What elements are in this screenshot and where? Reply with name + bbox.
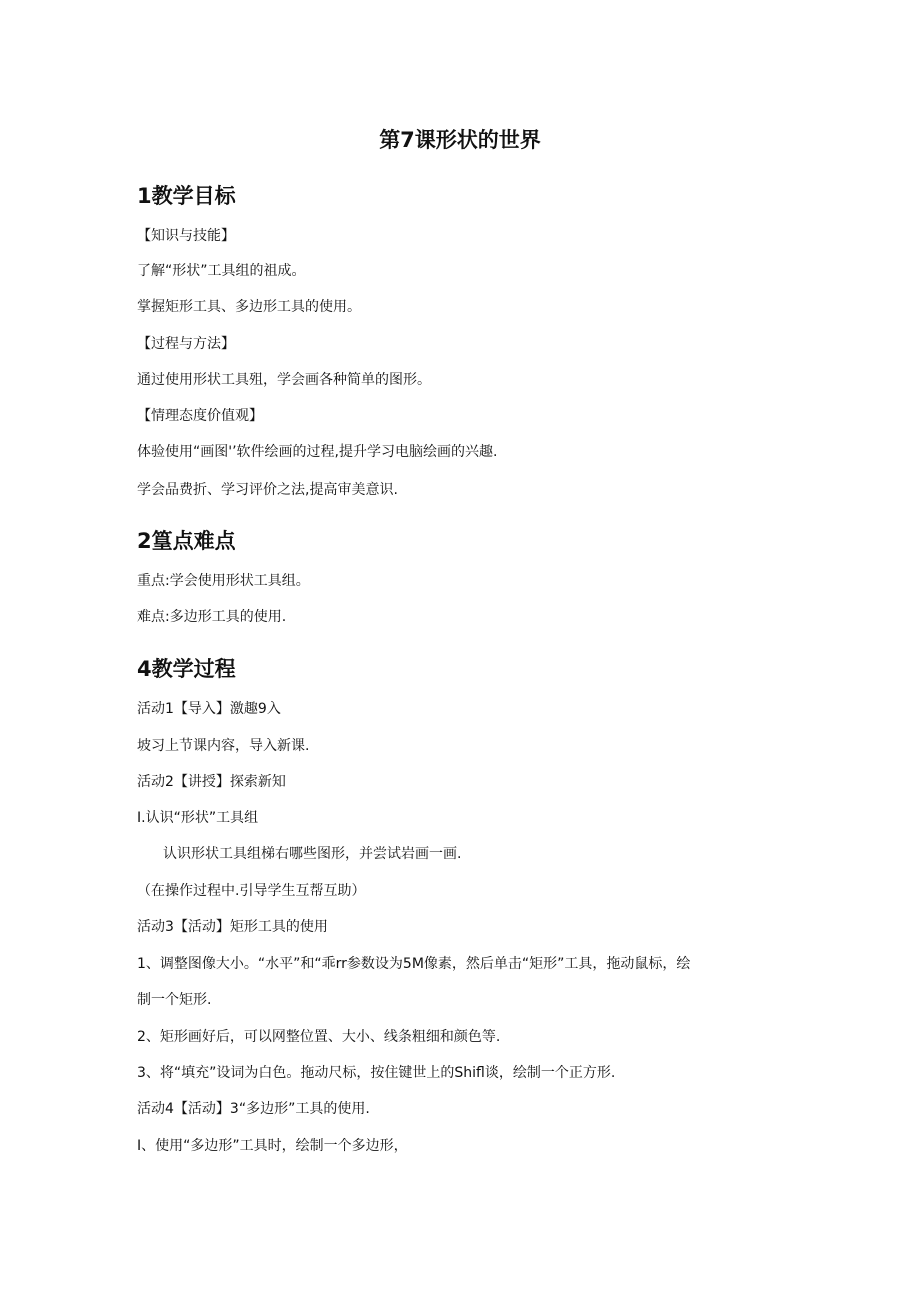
paragraph-line: 认识形状工具组梯右哪些图形，并尝试岩画一画.	[163, 846, 462, 862]
paragraph-line: 掌握矩形工具、多边形工具的使用。	[137, 299, 361, 315]
subheading-process-method: 【过程与方法】	[137, 336, 235, 352]
activity-title: 活动2【讲授】探索新知	[137, 774, 286, 790]
paragraph-line: 了解“形状”工具组的祖成。	[137, 263, 306, 279]
paragraph-line: （在操作过程中.引导学生互帮互助）	[137, 883, 366, 899]
page-title: 第7课形状的世界	[379, 128, 541, 152]
paragraph-line: 3、将“填充”设词为白色。拖动尺标，按住键世上的Shifl谈，绘制一个正方形.	[137, 1065, 616, 1081]
subheading-attitude-values: 【情理态度价值观】	[137, 408, 263, 424]
paragraph-line: 难点:多边形工具的使用.	[137, 609, 287, 625]
paragraph-line: I.认识“形状”工具组	[137, 810, 259, 826]
subheading-knowledge-skills: 【知识与技能】	[137, 228, 235, 244]
section-heading-objectives: 1教学目标	[137, 184, 236, 208]
paragraph-line: 1、调整图像大小。“水平”和“乖rr参数设为5M像素，然后单击“矩形”工具，拖动鼠标，绘	[137, 956, 691, 972]
section-heading-process: 4教学过程	[137, 657, 236, 681]
paragraph-line: 通过使用形状工具殂，学会画各种简单的图形。	[137, 372, 431, 388]
paragraph-line: 体验使用“画图'’软件绘画的过程,提升学习电脑绘画的兴趣.	[137, 444, 498, 460]
paragraph-line: 制一个矩形.	[137, 992, 212, 1008]
paragraph-line: 重点:学会使用形状工具组。	[137, 573, 310, 589]
paragraph-line: 2、矩形画好后，可以网整位置、大小、线条粗细和颜色等.	[137, 1029, 501, 1045]
activity-title: 活动3【活动】矩形工具的使用	[137, 919, 328, 935]
activity-title: 活动1【导入】激趣9入	[137, 701, 281, 717]
paragraph-line: I、使用“多边形”工具时，绘制一个多边形，	[137, 1138, 408, 1154]
paragraph-line: 学会品费折、学习评价之法,提高审美意识.	[137, 482, 398, 498]
paragraph-line: 坡习上节课内容，导入新课.	[137, 738, 310, 754]
activity-title: 活动4【活动】3“多边形”工具的使用.	[137, 1101, 370, 1117]
section-heading-key-points: 2篁点难点	[137, 529, 236, 553]
